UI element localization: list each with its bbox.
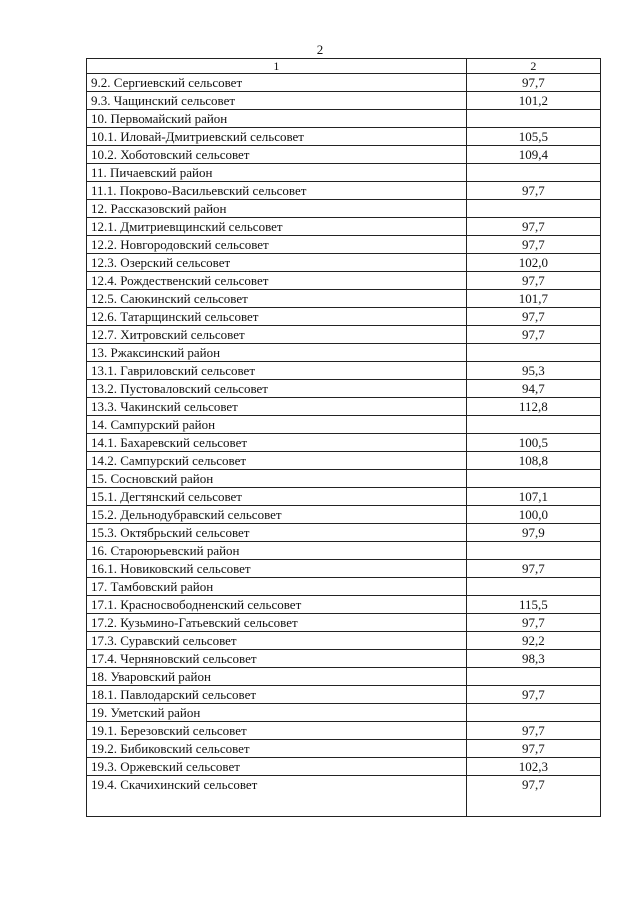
row-value-cell: 94,7 [466,380,600,398]
row-name-cell: 12.3. Озерский сельсовет [87,254,467,272]
row-name-cell: 9.3. Чащинский сельсовет [87,92,467,110]
table-row [87,416,601,434]
row-value-cell [466,110,600,128]
row-name-cell: 19. Уметский район [87,704,467,722]
row-name-cell: 14. Сампурский район [87,416,467,434]
row-value-cell: 97,7 [466,182,600,200]
row-name-cell: 19.1. Березовский сельсовет [87,722,467,740]
table-row [87,668,601,686]
row-value-cell: 112,8 [466,398,600,416]
table-row [87,326,601,344]
row-name-cell: 10.2. Хоботовский сельсовет [87,146,467,164]
row-name-cell: 15.2. Дельнодубравский сельсовет [87,506,467,524]
row-name-cell: 19.3. Оржевский сельсовет [87,758,467,776]
data-table [86,58,601,817]
row-name-cell: 15.1. Дегтянский сельсовет [87,488,467,506]
table-row [87,272,601,290]
row-value-cell: 97,7 [466,218,600,236]
table-body [87,59,601,817]
row-value-cell [466,416,600,434]
row-name-cell: 13. Ржаксинский район [87,344,467,362]
table-row [87,686,601,704]
table-row [87,164,601,182]
row-value-cell: 115,5 [466,596,600,614]
row-value-cell: 97,7 [466,272,600,290]
table-row [87,308,601,326]
table-row [87,398,601,416]
table-row [87,254,601,272]
row-name-cell: 17. Тамбовский район [87,578,467,596]
row-name-cell: 10. Первомайский район [87,110,467,128]
row-name-cell: 12.7. Хитровский сельсовет [87,326,467,344]
row-name-cell: 14.2. Сампурский сельсовет [87,452,467,470]
row-name-cell: 17.1. Красносвободненский сельсовет [87,596,467,614]
table-row [87,596,601,614]
table-row [87,524,601,542]
row-value-cell: 105,5 [466,128,600,146]
row-value-cell [466,578,600,596]
row-value-cell: 97,7 [466,74,600,92]
row-name-cell: 12. Рассказовский район [87,200,467,218]
row-name-cell: 17.4. Черняновский сельсовет [87,650,467,668]
table-row [87,488,601,506]
row-value-cell: 101,2 [466,92,600,110]
row-name-cell: 19.4. Скачихинский сельсовет [87,776,467,817]
table-row [87,236,601,254]
row-value-cell [466,200,600,218]
table-row [87,722,601,740]
row-name-cell: 11. Пичаевский район [87,164,467,182]
row-value-cell: 108,8 [466,452,600,470]
table-row [87,146,601,164]
table-header-row [87,59,601,74]
row-value-cell: 97,7 [466,776,600,817]
row-value-cell [466,470,600,488]
row-name-cell: 13.3. Чакинский сельсовет [87,398,467,416]
row-name-cell: 16. Староюрьевский район [87,542,467,560]
row-value-cell [466,704,600,722]
page-number: 2 [316,42,324,57]
table-row [87,776,601,817]
row-value-cell: 98,3 [466,650,600,668]
table-row [87,128,601,146]
row-name-cell: 9.2. Сергиевский сельсовет [87,74,467,92]
table-row [87,452,601,470]
row-value-cell [466,164,600,182]
row-name-cell: 15.3. Октябрьский сельсовет [87,524,467,542]
table-row [87,200,601,218]
row-value-cell: 100,5 [466,434,600,452]
row-name-cell: 13.1. Гавриловский сельсовет [87,362,467,380]
row-value-cell: 102,3 [466,758,600,776]
row-value-cell: 109,4 [466,146,600,164]
table-row [87,74,601,92]
header-col-2: 2 [466,59,600,74]
row-value-cell: 97,7 [466,614,600,632]
row-name-cell: 14.1. Бахаревский сельсовет [87,434,467,452]
row-name-cell: 18. Уваровский район [87,668,467,686]
table-row [87,290,601,308]
table-row [87,470,601,488]
row-value-cell: 97,7 [466,326,600,344]
row-value-cell: 107,1 [466,488,600,506]
row-name-cell: 16.1. Новиковский сельсовет [87,560,467,578]
row-value-cell: 102,0 [466,254,600,272]
row-name-cell: 10.1. Иловай-Дмитриевский сельсовет [87,128,467,146]
row-value-cell [466,344,600,362]
table-row [87,542,601,560]
row-value-cell: 97,7 [466,560,600,578]
table-row [87,740,601,758]
row-value-cell: 101,7 [466,290,600,308]
row-name-cell: 17.2. Кузьмино-Гатьевский сельсовет [87,614,467,632]
row-name-cell: 19.2. Бибиковский сельсовет [87,740,467,758]
table-row [87,560,601,578]
row-name-cell: 12.1. Дмитриевщинский сельсовет [87,218,467,236]
row-value-cell: 97,7 [466,722,600,740]
header-col-1: 1 [87,59,467,74]
row-name-cell: 17.3. Суравский сельсовет [87,632,467,650]
row-value-cell [466,542,600,560]
table-row [87,434,601,452]
table-row [87,380,601,398]
table-row [87,362,601,380]
row-name-cell: 12.5. Саюкинский сельсовет [87,290,467,308]
row-name-cell: 11.1. Покрово-Васильевский сельсовет [87,182,467,200]
table-row [87,182,601,200]
table-row [87,506,601,524]
table-row [87,218,601,236]
row-name-cell: 15. Сосновский район [87,470,467,488]
table-row [87,758,601,776]
row-name-cell: 18.1. Павлодарский сельсовет [87,686,467,704]
row-value-cell: 97,7 [466,236,600,254]
table-row [87,92,601,110]
row-value-cell [466,668,600,686]
row-value-cell: 100,0 [466,506,600,524]
table-row [87,578,601,596]
row-value-cell: 97,7 [466,686,600,704]
row-name-cell: 12.2. Новгородовский сельсовет [87,236,467,254]
table-row [87,632,601,650]
row-name-cell: 12.6. Татарщинский сельсовет [87,308,467,326]
row-value-cell: 97,7 [466,740,600,758]
row-value-cell: 95,3 [466,362,600,380]
row-name-cell: 12.4. Рождественский сельсовет [87,272,467,290]
table-row [87,614,601,632]
row-value-cell: 97,9 [466,524,600,542]
table-row [87,344,601,362]
table-row [87,704,601,722]
row-value-cell: 92,2 [466,632,600,650]
row-value-cell: 97,7 [466,308,600,326]
table-row [87,110,601,128]
table-row [87,650,601,668]
row-name-cell: 13.2. Пустоваловский сельсовет [87,380,467,398]
